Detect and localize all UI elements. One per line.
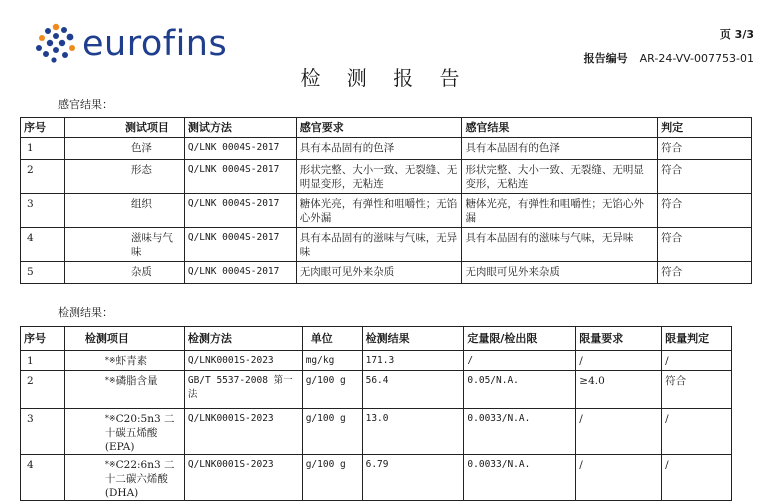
test-method: Q/LNK 0004S-2017 — [184, 194, 296, 228]
table-row — [21, 371, 732, 409]
test-method: Q/LNK0001S-2023 — [184, 455, 302, 501]
verdict: 符合 — [658, 194, 752, 228]
accreditation-mark: *※ — [104, 460, 116, 469]
limit-verdict: / — [662, 351, 732, 371]
unit: g/100 g — [302, 455, 362, 501]
loq-lod: 0.0033/N.A. — [464, 409, 576, 455]
test-method: GB/T 5537-2008 第一法 — [184, 371, 302, 409]
sensory-result: 具有本品固有的色泽 — [462, 138, 658, 160]
table-header-row — [21, 327, 732, 351]
test-item: 杂质 — [64, 262, 184, 284]
column-header: 检测项目 — [64, 327, 184, 351]
sensory-requirement: 糖体光亮，有弹性和咀嚼性；无馅心外漏 — [296, 194, 462, 228]
accreditation-mark: *※ — [104, 414, 116, 423]
column-header: 检测方法 — [184, 327, 302, 351]
row-index: 5 — [21, 262, 65, 284]
test-method: Q/LNK0001S-2023 — [184, 409, 302, 455]
test-item: C22:6n3 二十二碳六烯酸(DHA) — [104, 459, 175, 499]
verdict: 符合 — [658, 262, 752, 284]
limit-verdict: / — [662, 409, 732, 455]
column-header: 序号 — [21, 118, 65, 138]
column-header: 限量要求 — [576, 327, 662, 351]
eurofins-logo — [34, 22, 227, 66]
page-number: 页 3/3 — [719, 28, 754, 41]
sensory-requirement: 具有本品固有的滋味与气味，无异味 — [296, 228, 462, 262]
row-index: 4 — [21, 228, 65, 262]
row-index: 2 — [21, 160, 65, 194]
accreditation-mark: *※ — [104, 356, 116, 365]
sensory-requirement: 形状完整、大小一致、无裂缝、无明显变形，无粘连 — [296, 160, 462, 194]
row-index: 3 — [21, 194, 65, 228]
table-row — [21, 228, 752, 262]
test-item: 组织 — [64, 194, 184, 228]
unit: g/100 g — [302, 371, 362, 409]
table-row — [21, 409, 732, 455]
column-header: 限量判定 — [662, 327, 732, 351]
verdict: 符合 — [658, 138, 752, 160]
limit-requirement: / — [576, 409, 662, 455]
column-header: 判定 — [658, 118, 752, 138]
eurofins-logo-icon — [34, 22, 78, 66]
testing-results-table — [20, 326, 732, 501]
column-header: 单位 — [302, 327, 362, 351]
verdict: 符合 — [658, 228, 752, 262]
test-method: Q/LNK 0004S-2017 — [184, 160, 296, 194]
test-item: 磷脂含量 — [115, 375, 158, 387]
column-header: 感官要求 — [296, 118, 462, 138]
test-result: 6.79 — [362, 455, 464, 501]
test-result: 56.4 — [362, 371, 464, 409]
sensory-requirement: 无肉眼可见外来杂质 — [296, 262, 462, 284]
sensory-result: 糖体光亮，有弹性和咀嚼性；无馅心外漏 — [462, 194, 658, 228]
test-item: 滋味与气味 — [64, 228, 184, 262]
limit-requirement: / — [576, 455, 662, 501]
limit-verdict: 符合 — [662, 371, 732, 409]
limit-requirement: ≥4.0 — [576, 371, 662, 409]
unit: g/100 g — [302, 409, 362, 455]
test-item: 形态 — [64, 160, 184, 194]
table-header-row — [21, 118, 752, 138]
column-header: 定量限/检出限 — [464, 327, 576, 351]
test-method: Q/LNK 0004S-2017 — [184, 138, 296, 160]
table-row — [21, 262, 752, 284]
sensory-result: 形状完整、大小一致、无裂缝、无明显变形，无粘连 — [462, 160, 658, 194]
loq-lod: / — [464, 351, 576, 371]
sensory-results-table — [20, 117, 752, 284]
test-item: C20:5n3 二十碳五烯酸(EPA) — [104, 413, 175, 453]
column-header: 测试方法 — [184, 118, 296, 138]
sensory-result: 具有本品固有的滋味与气味，无异味 — [462, 228, 658, 262]
column-header: 测试项目 — [64, 118, 184, 138]
table-row — [21, 160, 752, 194]
table-row — [21, 194, 752, 228]
row-index: 2 — [21, 371, 65, 409]
limit-verdict: / — [662, 455, 732, 501]
column-header: 序号 — [21, 327, 65, 351]
loq-lod: 0.0033/N.A. — [464, 455, 576, 501]
column-header: 检测结果 — [362, 327, 464, 351]
document-title: 检 测 报 告 — [300, 66, 470, 90]
logo-wordmark: eurofins — [82, 23, 228, 64]
test-item: 色泽 — [64, 138, 184, 160]
table-row — [21, 455, 732, 501]
sensory-result: 无肉眼可见外来杂质 — [462, 262, 658, 284]
test-result: 171.3 — [362, 351, 464, 371]
testing-section-label: 检测结果： — [58, 306, 113, 319]
accreditation-mark: *※ — [104, 376, 116, 385]
test-item: 虾青素 — [115, 355, 148, 367]
sensory-requirement: 具有本品固有的色泽 — [296, 138, 462, 160]
row-index: 3 — [21, 409, 65, 455]
test-result: 13.0 — [362, 409, 464, 455]
test-method: Q/LNK 0004S-2017 — [184, 228, 296, 262]
test-method: Q/LNK 0004S-2017 — [184, 262, 296, 284]
unit: mg/kg — [302, 351, 362, 371]
row-index: 4 — [21, 455, 65, 501]
row-index: 1 — [21, 138, 65, 160]
loq-lod: 0.05/N.A. — [464, 371, 576, 409]
column-header: 感官结果 — [462, 118, 658, 138]
test-method: Q/LNK0001S-2023 — [184, 351, 302, 371]
limit-requirement: / — [576, 351, 662, 371]
report-number-value: AR-24-VV-007753-01 — [639, 52, 754, 65]
sensory-section-label: 感官结果： — [58, 98, 113, 111]
row-index: 1 — [21, 351, 65, 371]
table-row — [21, 351, 732, 371]
table-row — [21, 138, 752, 160]
verdict: 符合 — [658, 160, 752, 194]
report-number-label: 报告编号 — [583, 52, 628, 65]
